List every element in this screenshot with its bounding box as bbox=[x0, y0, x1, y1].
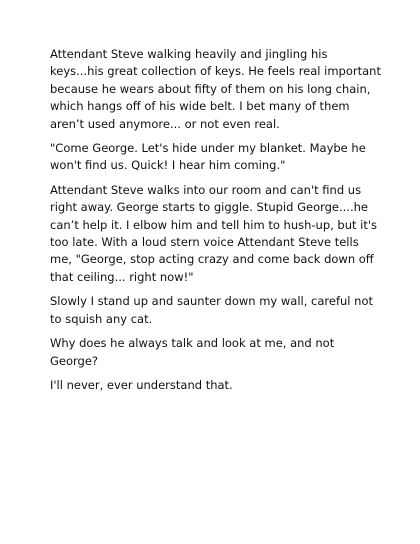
story-text bbox=[50, 46, 384, 401]
paragraph-hide: "Come George. Let's hide under my blanket. Maybe he won't find us. Quick! I hear him coming." bbox=[50, 141, 366, 173]
paragraph-question: Why does he always talk and look at me, and not George? bbox=[50, 336, 335, 368]
paragraph-ceiling: Attendant Steve walks into our room and can't find us right away. George starts to giggle. Stupid George....he can’t help it. I elbow him and tell him to hush-up, but it's too late. With a loud stern voice Attendant Steve tells me, "George, stop acting crazy and come back down off that ceiling... right now!" bbox=[50, 182, 378, 284]
paragraph-keys: Attendant Steve walking heavily and jingling his keys...his great collection of keys. He feels real important because he wears about fifty of them on his long chain, which hangs off of his wide belt. I bet many of them aren’t used anymore... or not even real. bbox=[50, 47, 381, 131]
paragraph-understand: I'll never, ever understand that. bbox=[50, 377, 233, 392]
paragraph-wall: Slowly I stand up and saunter down my wall, careful not to squish any cat. bbox=[50, 294, 373, 326]
